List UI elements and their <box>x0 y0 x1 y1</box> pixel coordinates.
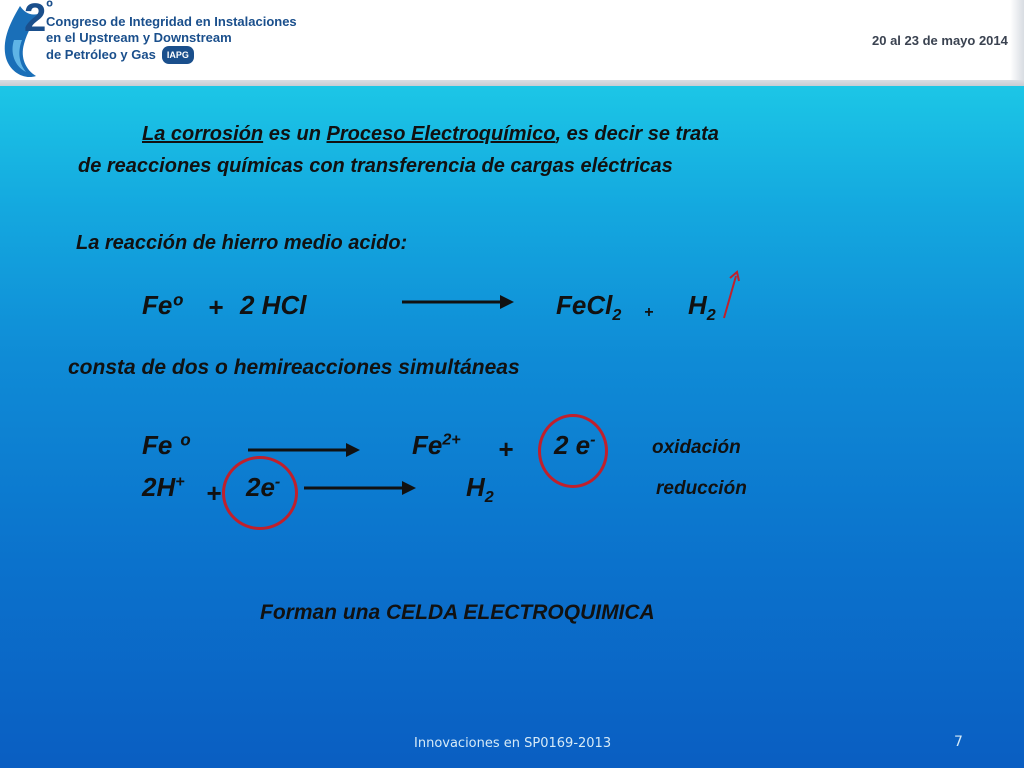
gas-release-arrow-icon <box>718 268 744 322</box>
reactant-hcl: 2 HCl <box>240 290 307 320</box>
slide-body <box>0 86 1024 768</box>
reaction-arrow <box>400 292 516 312</box>
reduction-arrow <box>302 478 418 498</box>
logo-line-2: en el Upstream y Downstream <box>46 30 232 45</box>
event-date: 20 al 23 de mayo 2014 <box>872 33 1008 48</box>
reduction-reactant: 2H+ <box>142 472 185 502</box>
intro-line-2: de reacciones químicas con transferencia de cargas eléctricas <box>78 155 673 177</box>
intro-term-corrosion: La corrosión <box>142 123 264 145</box>
reduction-plus: + <box>206 478 222 508</box>
product-h2: $H_2$ <box>688 290 716 325</box>
oxidation-electron-highlight <box>538 414 608 488</box>
oxidation-electrons: 2 e- <box>554 430 596 460</box>
logo-number: 2 <box>24 0 47 40</box>
reactant-iron: Feº <box>142 290 182 320</box>
footer-text: Innovaciones en SP0169-2013 <box>414 736 612 751</box>
congress-logo <box>0 0 300 84</box>
intro-tail: , es decir se trata <box>555 123 719 145</box>
reduction-label: reducción <box>656 478 747 499</box>
logo-line-3: de Petróleo y Gas <box>46 47 156 62</box>
iapg-badge: IAPG <box>162 46 194 64</box>
reaction-plus-2: + <box>644 304 654 321</box>
intro-connector: es un <box>263 123 327 145</box>
conclusion: Forman una CELDA ELECTROQUIMICA <box>260 601 655 624</box>
intro-line-1 <box>142 123 719 146</box>
oxidation-plus: + <box>498 434 514 464</box>
hemi-title: consta de dos o hemireacciones simultáneas <box>68 356 520 379</box>
header-shade <box>1010 0 1024 84</box>
intro-term-process: Proceso Electroquímico <box>326 123 556 145</box>
reduction-electrons: 2e- <box>246 472 281 502</box>
oxidation-label: oxidación <box>652 437 741 458</box>
oxidation-product: $Fe^{2+}$ <box>412 430 461 460</box>
logo-line-1: Congreso de Integridad en Instalaciones <box>46 14 297 29</box>
reduction-product: $H_2$ <box>466 472 494 507</box>
page-number: 7 <box>954 734 963 750</box>
reaction-title: La reacción de hierro medio acido: <box>76 232 408 254</box>
product-fecl2: FeCl$_2$ <box>556 290 622 325</box>
reduction-electron-highlight <box>222 456 298 530</box>
logo-ordinal: º <box>46 0 53 17</box>
oxidation-reactant: Fe º <box>142 430 190 460</box>
slide-header <box>0 0 1024 84</box>
reaction-plus-1: + <box>208 292 224 322</box>
logo-text <box>46 14 297 64</box>
